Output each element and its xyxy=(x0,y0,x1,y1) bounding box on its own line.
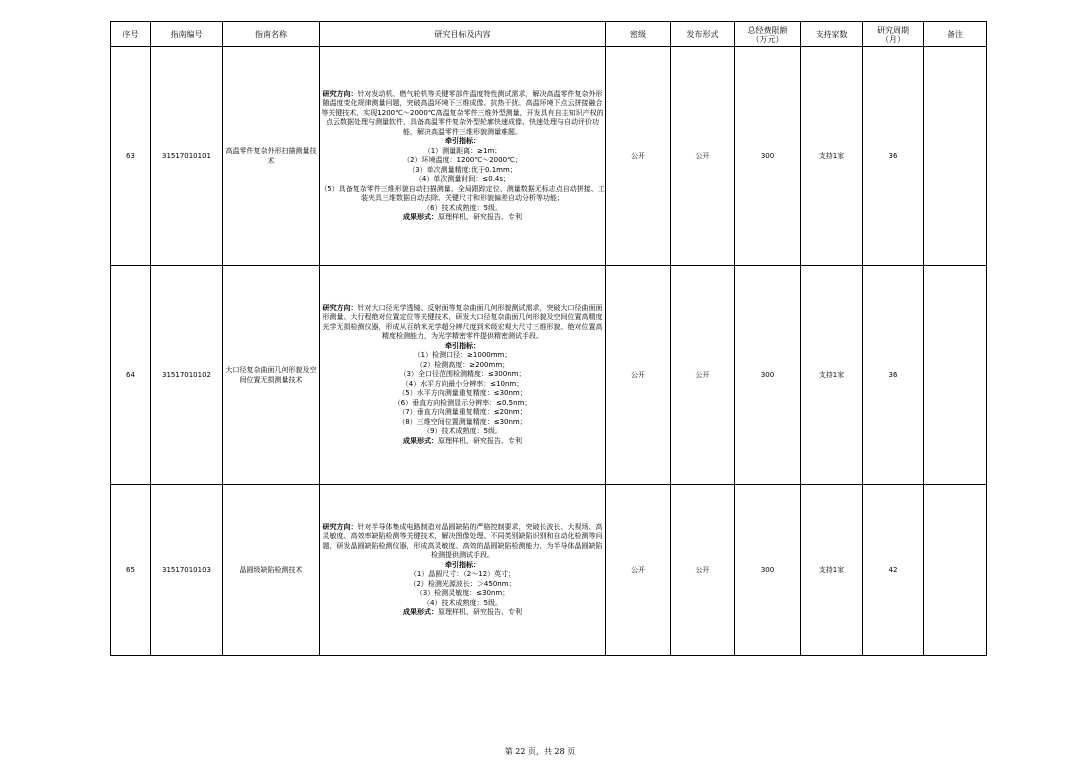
cell-content xyxy=(320,266,606,485)
cell-secret: 公开 xyxy=(606,47,671,266)
cell-support: 支持1家 xyxy=(801,47,863,266)
result-paragraph xyxy=(320,437,605,447)
cell-name: 大口径复杂曲面几何形貌及空间位置无损测量技术 xyxy=(223,266,320,485)
indicator-item: （7）垂直方向测量重复精度：≤20nm； xyxy=(398,408,527,417)
header-secret: 密级 xyxy=(606,22,671,47)
result-text: 原理样机、研究报告、专利 xyxy=(438,608,522,616)
header-name: 指南名称 xyxy=(223,22,320,47)
result-label: 成果形式： xyxy=(403,213,438,221)
cell-budget: 300 xyxy=(735,266,801,485)
direction-text: 针对大口径光学透镜、反射面等复杂曲面几何形貌测试需求，突破大口径曲面面形测量、大行程绝对位置定位等关键技术，研发大口径复杂曲面几何形貌及空间位置高精度光学无损检测仪器，形成从百纳米光学超分辨尺度到米级宏观大尺寸三维形貌、绝对位置高精度检测能力，为光学精密零件提供精密测试手段。 xyxy=(322,303,603,341)
header-row xyxy=(111,22,987,47)
cell-secret: 公开 xyxy=(606,266,671,485)
indicators-label: 牵引指标： xyxy=(445,137,480,145)
cell-publish: 公开 xyxy=(671,266,735,485)
direction-label: 研究方向： xyxy=(322,522,358,531)
cell-support: 支持1家 xyxy=(801,266,863,485)
header-seq: 序号 xyxy=(111,22,151,47)
indicator-item: （2）环境温度：1200℃～2000℃； xyxy=(403,156,522,164)
cell-support: 支持1家 xyxy=(801,485,863,656)
direction-paragraph xyxy=(320,304,605,342)
header-period xyxy=(863,22,924,47)
header-content: 研究目标及内容 xyxy=(320,22,606,47)
page-footer: 第 22 页，共 28 页 xyxy=(504,747,576,756)
direction-label: 研究方向： xyxy=(322,303,358,312)
direction-text: 针对半导体集成电路制造对晶圆缺陷的严格控制要求，突破长波长、大视场、高灵敏度、高效率缺陷检测等关键技术，解决图像处理、不同类别缺陷识别和自动化检测等问题，研发晶圆缺陷检测仪器，形成高灵敏度、高效的晶圆缺陷检测能力，为半导体晶圆缺陷检测提供测试手段。 xyxy=(322,522,603,559)
indicator-item: （1）晶圆尺寸：（2～12）英寸； xyxy=(409,570,516,578)
indicators-label: 牵引指标： xyxy=(445,560,480,569)
indicator-item: （6）技术成熟度：5级。 xyxy=(423,203,502,212)
direction-paragraph xyxy=(320,523,605,561)
indicator-item: （3）检测灵敏度：≤30nm； xyxy=(415,589,510,597)
header-period-line2: （月） xyxy=(881,34,905,44)
cell-name: 晶圆级缺陷检测技术 xyxy=(223,485,320,656)
cell-secret: 公开 xyxy=(606,485,671,656)
cell-content xyxy=(320,485,606,656)
header-budget-line2: （万元） xyxy=(751,34,784,44)
table-row xyxy=(111,266,987,485)
result-paragraph xyxy=(320,213,605,223)
cell-note xyxy=(924,47,987,266)
header-code: 指南编号 xyxy=(151,22,223,47)
header-budget xyxy=(735,22,801,47)
indicator-item: （9）技术成熟度：5级。 xyxy=(423,427,502,436)
indicator-item: （3）全口径范围检测精度：≤300nm； xyxy=(399,370,526,379)
cell-publish: 公开 xyxy=(671,485,735,656)
indicator-item: （2）检测高度：≥200mm； xyxy=(415,360,510,369)
cell-budget: 300 xyxy=(735,485,801,656)
indicator-item: （8）三维空间位置测量精度：≤30nm； xyxy=(398,417,527,426)
header-period-line1: 研究周期 xyxy=(877,25,909,35)
guide-table xyxy=(110,21,987,656)
result-paragraph xyxy=(320,608,605,618)
result-text: 原理样机、研究报告、专利 xyxy=(438,213,522,221)
indicator-item: （3）单次测量精度:优于0.1mm； xyxy=(408,165,517,174)
cell-seq: 63 xyxy=(111,47,151,266)
header-support: 支持家数 xyxy=(801,22,863,47)
cell-name: 高温零件复杂外形扫描测量技术 xyxy=(223,47,320,266)
cell-publish: 公开 xyxy=(671,47,735,266)
indicators-label: 牵引指标： xyxy=(445,341,480,350)
indicator-item: （4）水平方向最小分辨率：≤10nm； xyxy=(401,379,524,388)
indicator-item: （5）具备复杂零件三维形貌自动扫描测量、全局跟踪定位、测量数据无标志点自动拼接、工装夹具三维数据自动去除、关键尺寸和形貌偏差自动分析等功能； xyxy=(320,184,605,202)
indicator-item: （6）垂直方向检测显示分辨率：≤0.5nm； xyxy=(393,398,532,407)
result-label: 成果形式： xyxy=(403,608,438,616)
result-text: 原理样机、研究报告、专利 xyxy=(438,436,522,445)
cell-period: 36 xyxy=(863,47,924,266)
cell-code: 31517010102 xyxy=(151,266,223,485)
indicator-item: （2）检测光源波长：＞450nm； xyxy=(409,579,516,588)
cell-code: 31517010101 xyxy=(151,47,223,266)
direction-label: 研究方向： xyxy=(322,89,358,98)
indicator-item: （1）检测口径：≥1000mm； xyxy=(413,351,512,360)
indicator-item: （5）水平方向测量重复精度：≤30nm； xyxy=(398,389,527,398)
cell-budget: 300 xyxy=(735,47,801,266)
indicator-item: （4）单次测量时间：≤0.4s； xyxy=(414,175,511,183)
cell-note xyxy=(924,485,987,656)
table-row xyxy=(111,485,987,656)
indicator-item: （1）测量距离：≥1m； xyxy=(423,146,502,155)
header-budget-line1: 总经费限额 xyxy=(747,25,788,35)
cell-seq: 65 xyxy=(111,485,151,656)
cell-note xyxy=(924,266,987,485)
header-note: 备注 xyxy=(924,22,987,47)
result-label: 成果形式： xyxy=(403,436,438,445)
cell-seq: 64 xyxy=(111,266,151,485)
direction-paragraph xyxy=(320,90,605,138)
cell-code: 31517010103 xyxy=(151,485,223,656)
header-publish: 发布形式 xyxy=(671,22,735,47)
indicator-item: （4）技术成熟度：5级。 xyxy=(423,598,502,607)
cell-period: 42 xyxy=(863,485,924,656)
cell-content xyxy=(320,47,606,266)
cell-period: 36 xyxy=(863,266,924,485)
table-row xyxy=(111,47,987,266)
direction-text: 针对发动机、燃气轮机等关键零部件温度特性测试需求，解决高温零件复杂外形随温度变化规律测量问题，突破高温环境下三维成像、抗热干扰、高温环境下点云拼接融合等关键技术，实现1200℃～2000℃高温复杂零件三维外型测量，开发具有自主知识产权的点云数据处理与测量软件，具备高温零件复杂外型轮廓快速成像、快速处理与自动评价功能，解决高温零件三维形貌测量难题。 xyxy=(321,89,604,136)
